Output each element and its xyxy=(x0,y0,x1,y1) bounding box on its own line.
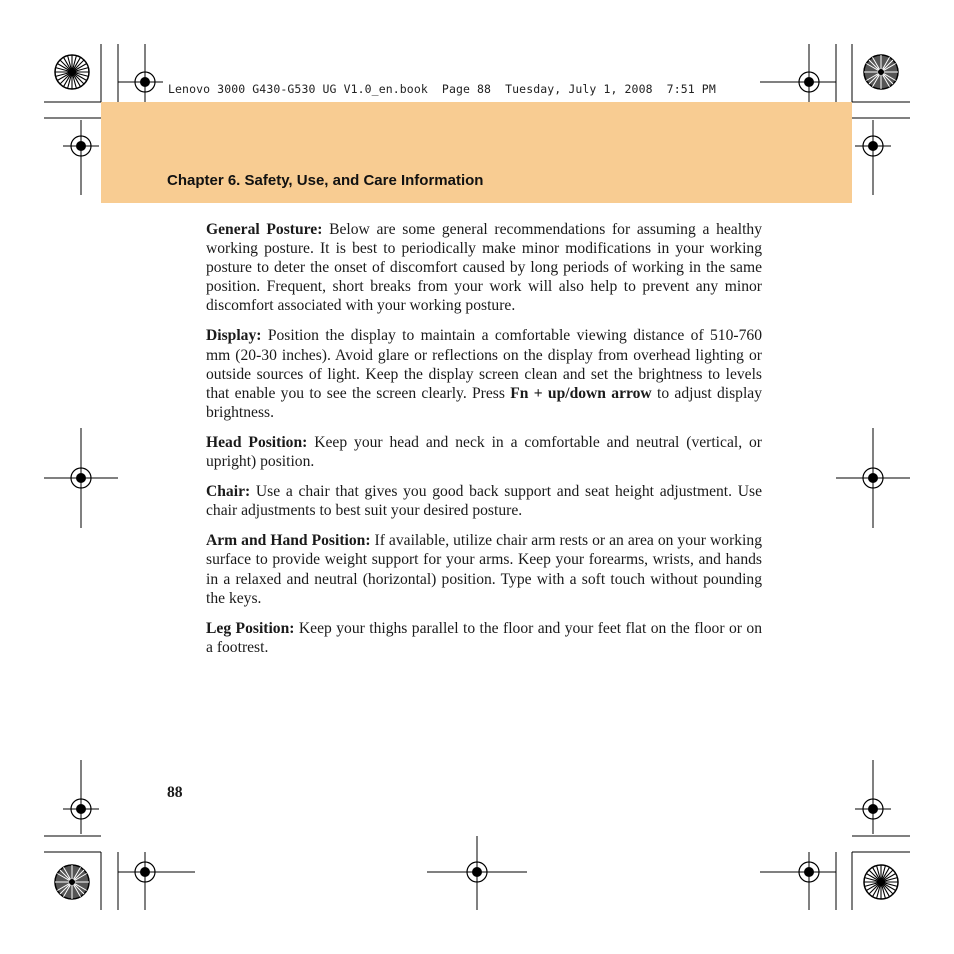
paragraph-heading: Arm and Hand Position: xyxy=(206,532,371,550)
page-number: 88 xyxy=(167,784,183,801)
paragraph-leg-position xyxy=(206,619,762,657)
book-slug-line: Lenovo 3000 G430-G530 UG V1.0_en.book Page 88 Tuesday, July 1, 2008 7:51 PM xyxy=(168,82,716,96)
paragraph-head-position xyxy=(206,433,762,471)
paragraph-chair xyxy=(206,482,762,520)
body-text xyxy=(206,220,762,668)
paragraph-body: If available, utilize chair arm rests or an area on your working surface to provide weight support for your arms. Keep your forearms, wrists, and hands in a relaxed and neutral (horizontal) position. Type with a soft touch without pounding the keys. xyxy=(206,532,762,607)
paragraph-body: Position the display to maintain a comfortable viewing distance of 510-760 mm (20-30 inches). Avoid glare or reflections on the display from overhead lighting or outside sources of light. Keep the display screen clean and set the brightness to levels that enable you to see the screen clearly. Press xyxy=(206,327,762,402)
paragraph-arm-hand-position xyxy=(206,531,762,607)
paragraph-body: Keep your head and neck in a comfortable and neutral (vertical, or upright) position. xyxy=(206,433,762,471)
paragraph-general-posture xyxy=(206,220,762,315)
paragraph-body: Use a chair that gives you good back support and seat height adjustment. Use chair adjustments to best suit your desired posture. xyxy=(206,483,762,520)
paragraph-heading: General Posture: xyxy=(206,221,323,238)
paragraph-body: Below are some general recommendations for assuming a healthy working posture. It is best to periodically make minor modifications in your working posture to deter the onset of discomfort caused by long periods of working in the same position. Frequent, short breaks from your work will also help to prevent any minor discomfort associated with your working posture. xyxy=(206,221,762,315)
chapter-title: Chapter 6. Safety, Use, and Care Information xyxy=(167,172,484,189)
paragraph-body: Keep your thighs parallel to the floor and your feet flat on the floor or on a footrest. xyxy=(206,619,762,656)
key-combination: Fn + up/down arrow xyxy=(510,384,652,402)
paragraph-display xyxy=(206,326,762,421)
paragraph-body-end: to adjust display brightness. xyxy=(206,384,762,421)
paragraph-heading: Head Position: xyxy=(206,433,308,451)
paragraph-heading: Leg Position: xyxy=(206,619,295,637)
paragraph-heading: Display: xyxy=(206,327,262,345)
paragraph-heading: Chair: xyxy=(206,483,251,501)
